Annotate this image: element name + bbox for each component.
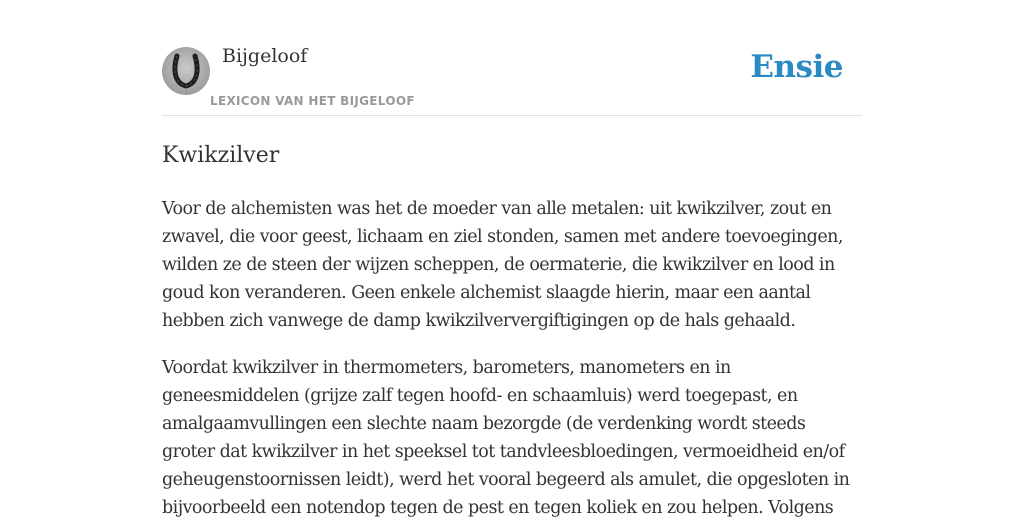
- horseshoe-icon: [162, 47, 210, 95]
- article-paragraph-2: Voordat kwikzilver in thermometers, barometers, manometers en in geneesmiddelen (grijze zalf tegen hoofd- en schaamluis) werd toegepast, en amalgaamvullingen een slechte naam bezorgde (de verdenking wordt steeds groter dat kwikzilver in het speeksel tot tandvleesbloedingen, vermoeidheid en/of geheugenstoornissen leidt), werd het vooral begeerd als amulet, die opgesloten in bijvoorbeeld een notendop tegen de pest en tegen koliek en zou helpen. Volgens: [162, 358, 850, 518]
- article-body: [162, 195, 862, 522]
- page: [162, 0, 862, 522]
- brand-logo-link[interactable]: Ensie: [750, 49, 843, 85]
- avatar[interactable]: [162, 47, 210, 95]
- article-paragraph-1: Voor de alchemisten was het de moeder van alle metalen: uit kwikzilver, zout en zwavel, die voor geest, lichaam en ziel stonden, samen met andere toevoegingen, wilden ze de steen der wijzen scheppen, de oermaterie, die kwikzilver en lood in goud kon veranderen. Geen enkele alchemist slaagde hierin, maar een aantal hebben zich vanwege de damp kwikzilververgiftigingen op de hals gehaald.: [162, 199, 843, 331]
- header: [162, 0, 862, 116]
- site-name-link[interactable]: Bijgeloof: [222, 45, 308, 67]
- site-subtitle: LEXICON VAN HET BIJGELOOF: [210, 94, 415, 108]
- page-title: Kwikzilver: [162, 143, 280, 168]
